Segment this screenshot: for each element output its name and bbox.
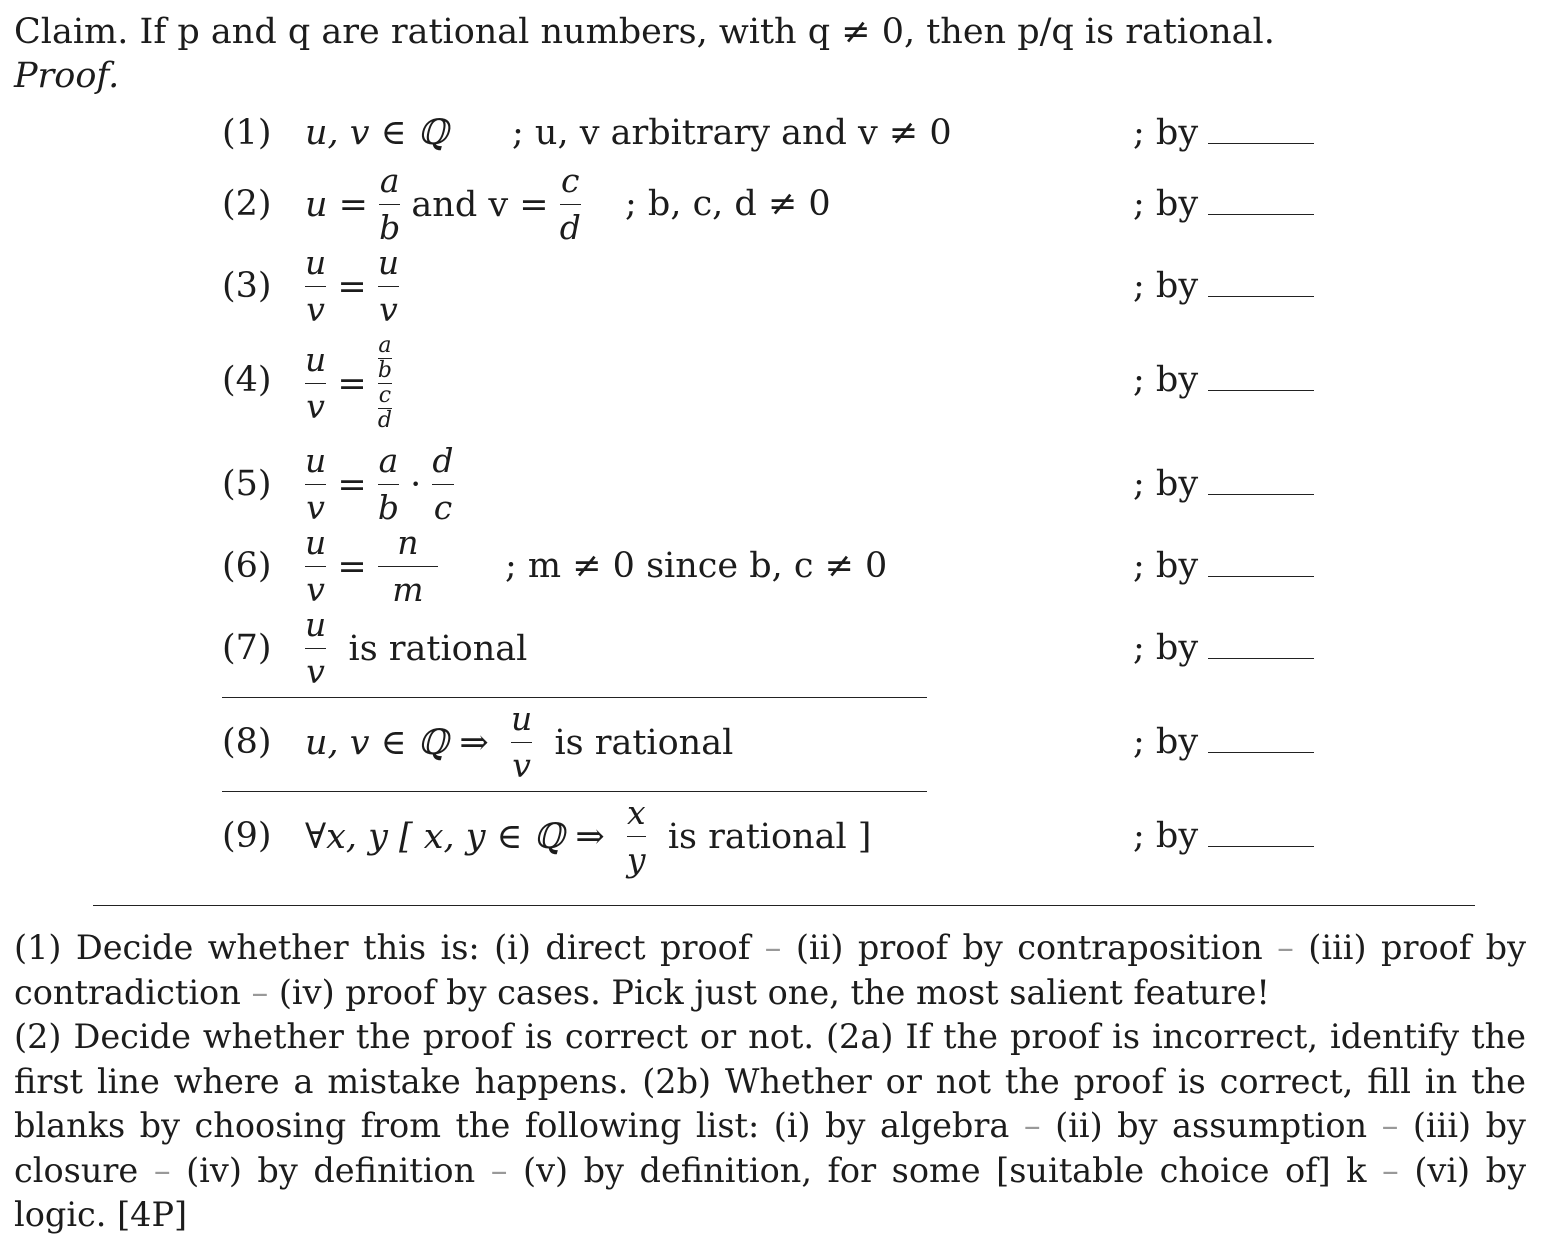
by-label: ; by xyxy=(1133,113,1199,153)
step-3-justification: ; by xyxy=(1133,266,1314,306)
step-9-justification: ; by xyxy=(1133,816,1314,856)
step-3-statement: $\frac{u}{v}$ = $\frac{u}{v}$ xyxy=(305,240,399,333)
step-2-justification: ; by xyxy=(1133,184,1314,224)
step-1-justification xyxy=(1133,113,1314,153)
blank-1[interactable] xyxy=(1208,143,1314,144)
step-7-justification: ; by xyxy=(1133,628,1314,668)
step-3-number: (3) xyxy=(222,266,272,306)
proof-label: Proof. xyxy=(14,56,120,96)
section-divider xyxy=(93,905,1475,906)
step-4-statement: $\frac{u}{v}$ = $\frac{\frac{a}{b}}{\frac{c}{d}}$ xyxy=(305,333,392,433)
step-2-statement xyxy=(305,158,581,251)
step-9-statement: ∀x, y [ x, y ∈ ℚ ⇒ $\frac{x}{y}$ is rational ] xyxy=(305,790,871,883)
step-6-statement: $\frac{u}{v}$ = $\frac{n}{m}$ xyxy=(305,520,438,613)
claim-text: If p and q are rational numbers, with q ≠ 0, then p/q is rational. xyxy=(139,12,1275,52)
step-5-justification: ; by xyxy=(1133,464,1314,504)
blank-9[interactable] xyxy=(1208,846,1314,847)
step-5-number: (5) xyxy=(222,464,272,504)
step-7-statement: $\frac{u}{v}$ is rational xyxy=(305,602,527,695)
step-1-statement: u, v ∈ ℚ xyxy=(305,113,449,153)
fraction-c-d: $\frac{c}{d}$ xyxy=(560,158,581,251)
step-6-justification: ; by xyxy=(1133,546,1314,586)
claim-label: Claim. xyxy=(14,12,129,52)
blank-6[interactable] xyxy=(1208,576,1314,577)
fraction-a-b: $\frac{a}{b}$ xyxy=(379,158,400,251)
step-8-justification: ; by xyxy=(1133,722,1314,762)
compound-fraction: $\frac{\frac{a}{b}}{\frac{c}{d}}$ xyxy=(377,333,392,433)
step-1-number: (1) xyxy=(222,113,272,153)
step-4-number: (4) xyxy=(222,360,272,400)
step-9-number: (9) xyxy=(222,816,272,856)
step-4-justification: ; by xyxy=(1133,360,1314,400)
step-1-note: ; u, v arbitrary and v ≠ 0 xyxy=(512,113,952,153)
step-2-lhs: u = xyxy=(305,184,368,225)
claim-line xyxy=(14,12,1275,52)
step-2-mid: and v = xyxy=(411,184,549,225)
step-8-number: (8) xyxy=(222,722,272,762)
step-2-note: ; b, c, d ≠ 0 xyxy=(625,184,831,224)
blank-8[interactable] xyxy=(1208,752,1314,753)
blank-5[interactable] xyxy=(1208,494,1314,495)
question-2: (2) Decide whether the proof is correct or not. (2a) If the proof is incorrect, identify the first line where a mistake happens. (2b) Whether or not the proof is correct, fill in the blanks by choosing from the following list: (i) by algebra – (ii) by assumption – (iii) by closure – (iv) by definition – (v) by definition, for some [suitable choice of] k – (vi) by logic. [4P] xyxy=(14,1017,1527,1235)
step-6-number: (6) xyxy=(222,546,272,586)
step-2-number: (2) xyxy=(222,184,272,224)
blank-2[interactable] xyxy=(1208,214,1314,215)
question-1: (1) Decide whether this is: (i) direct proof – (ii) proof by contraposition – (iii) proof by contradiction – (iv) proof by cases. Pick just one, the most salient feature! xyxy=(14,928,1526,1012)
blank-4[interactable] xyxy=(1208,390,1314,391)
blank-3[interactable] xyxy=(1208,296,1314,297)
step-5-statement: $\frac{u}{v}$ = $\frac{a}{b}$ · $\frac{d}{c}$ xyxy=(305,438,454,531)
step-6-note: ; m ≠ 0 since b, c ≠ 0 xyxy=(505,546,888,586)
step-8-statement: u, v ∈ ℚ ⇒ $\frac{u}{v}$ is rational xyxy=(305,696,733,789)
blank-7[interactable] xyxy=(1208,658,1314,659)
step-7-number: (7) xyxy=(222,628,272,668)
